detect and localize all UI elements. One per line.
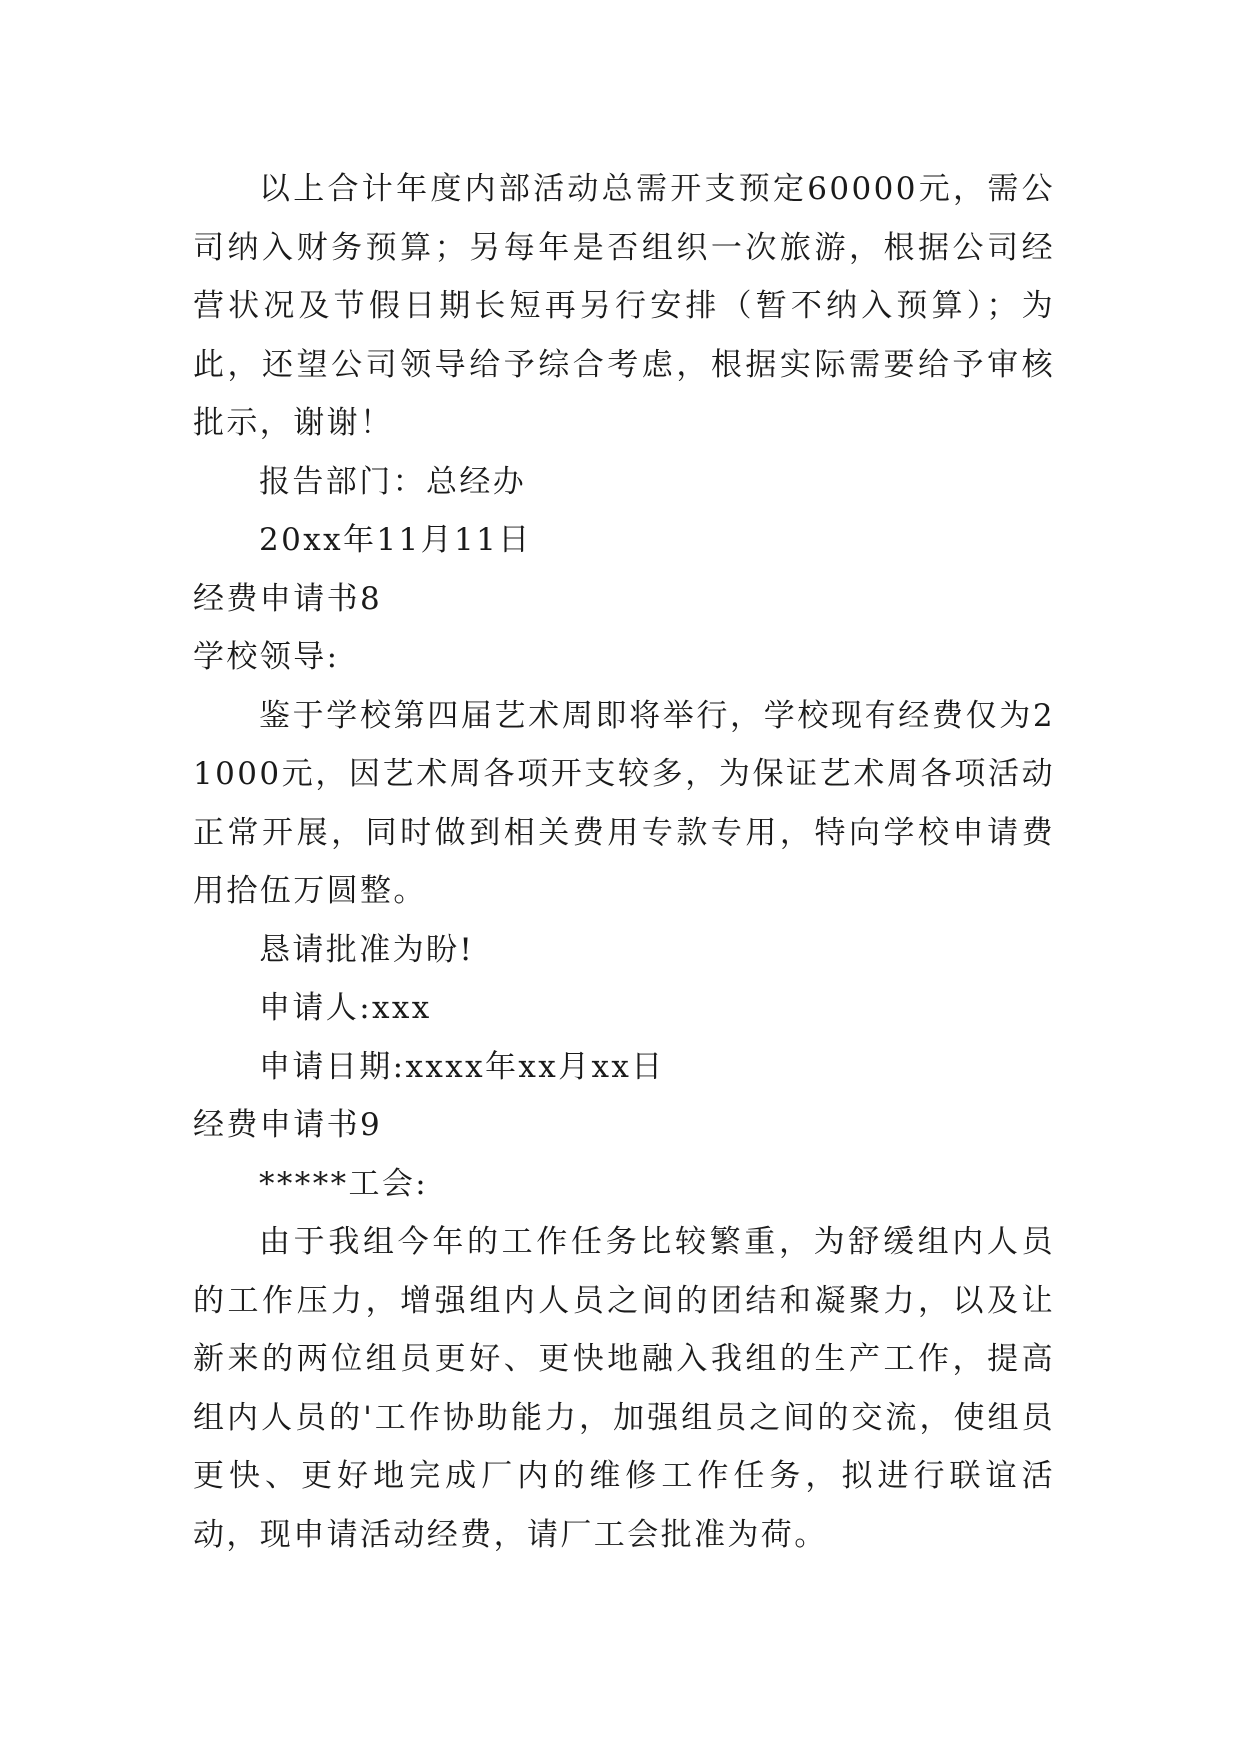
report-department: 报告部门：总经办 xyxy=(259,463,527,500)
application-9-title: 经费申请书9 xyxy=(193,1107,383,1143)
application-9-salutation: *****工会: xyxy=(259,1165,429,1202)
application-8-closing: 恳请批准为盼! xyxy=(259,931,475,968)
application-8-title: 经费申请书8 xyxy=(193,580,383,617)
application-8-date: 申请日期:xxxx年xx月xx日 xyxy=(259,1048,665,1085)
application-9-body: 由于我组今年的工作任务比较繁重，为舒缓组内人员的工作压力，增强组内人员之间的团结和凝聚力，以及让新来的两位组员更好、更快地融入我组的生产工作，提高组内人员的'工作协助能力，加强组员之间的交流，使组员更快、更好地完成厂内的维修工作任务，拟进行联谊活动，现申请活动经费，请厂工会批准为荷。 xyxy=(193,1224,1055,1553)
application-8-body: 鉴于学校第四届艺术周即将举行，学校现有经费仅为21000元，因艺术周各项开支较多，为保证艺术周各项活动正常开展，同时做到相关费用专款专用，特向学校申请费用拾伍万圆整。 xyxy=(193,697,1055,909)
document-body xyxy=(193,160,1055,1564)
intro-paragraph: 以上合计年度内部活动总需开支预定60000元，需公司纳入财务预算；另每年是否组织一次旅游，根据公司经营状况及节假日期长短再另行安排（暂不纳入预算）；为此，还望公司领导给予综合考虑，根据实际需要给予审核批示，谢谢！ xyxy=(193,171,1055,441)
report-date: 20xx年11月11日 xyxy=(259,522,532,558)
application-8-salutation: 学校领导: xyxy=(193,639,340,675)
application-8-applicant: 申请人:xxx xyxy=(259,990,432,1026)
